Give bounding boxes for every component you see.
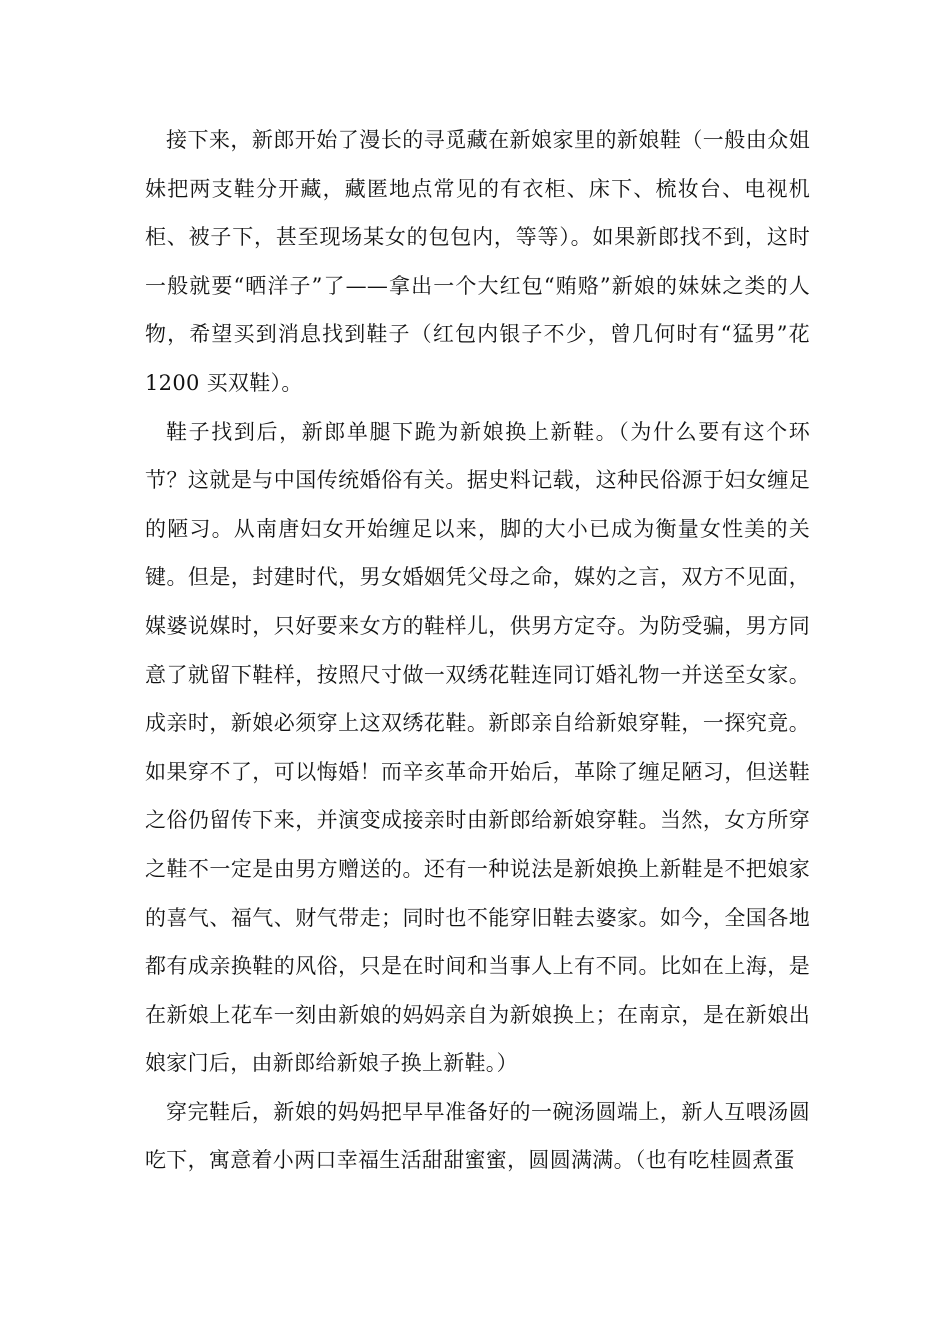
paragraph-shoe-custom: 鞋子找到后，新郎单腿下跪为新娘换上新鞋。（为什么要有这个环节？这就是与中国传统婚俗有关。据史料记载，这种民俗源于妇女缠足的陋习。从南唐妇女开始缠足以来，脚的大小已成为衡量女性美的关键。但是，封建时代，男女婚姻凭父母之命，媒妁之言，双方不见面，媒婆说媒时，只好要来女方的鞋样儿，供男方定夺。为防受骗，男方同意了就留下鞋样，按照尺寸做一双绣花鞋连同订婚礼物一并送至女家。成亲时，新娘必须穿上这双绣花鞋。新郎亲自给新娘穿鞋，一探究竟。如果穿不了，可以悔婚！而辛亥革命开始后，革除了缠足陋习，但送鞋之俗仍留传下来，并演变成接亲时由新郎给新娘穿鞋。当然，女方所穿之鞋不一定是由男方赠送的。还有一种说法是新娘换上新鞋是不把娘家的喜气、福气、财气带走；同时也不能穿旧鞋去婆家。如今，全国各地都有成亲换鞋的风俗，只是在时间和当事人上有不同。比如在上海，是在新娘上花车一刻由新娘的妈妈亲自为新娘换上；在南京，是在新娘出娘家门后，由新郎给新娘子换上新鞋。） [145,419,810,1076]
paragraph-tangyuan: 穿完鞋后，新娘的妈妈把早早准备好的一碗汤圆端上，新人互喂汤圆吃下，寓意着小两口幸福生活甜甜蜜蜜，圆圆满满。（也有吃桂圆煮蛋 [145,1099,810,1173]
paragraph-find-shoes: 接下来，新郎开始了漫长的寻觅藏在新娘家里的新娘鞋（一般由众姐妹把两支鞋分开藏，藏匿地点常见的有衣柜、床下、梳妆台、电视机柜、被子下，甚至现场某女的包包内，等等）。如果新郎找不到，这时一般就要“晒洋子”了——拿出一个大红包“贿赂”新娘的妹妹之类的人物，希望买到消息找到鞋子（红包内银子不少，曾几何时有“猛男”花 1200 买双鞋）。 [145,128,810,395]
body-text [145,116,810,1185]
